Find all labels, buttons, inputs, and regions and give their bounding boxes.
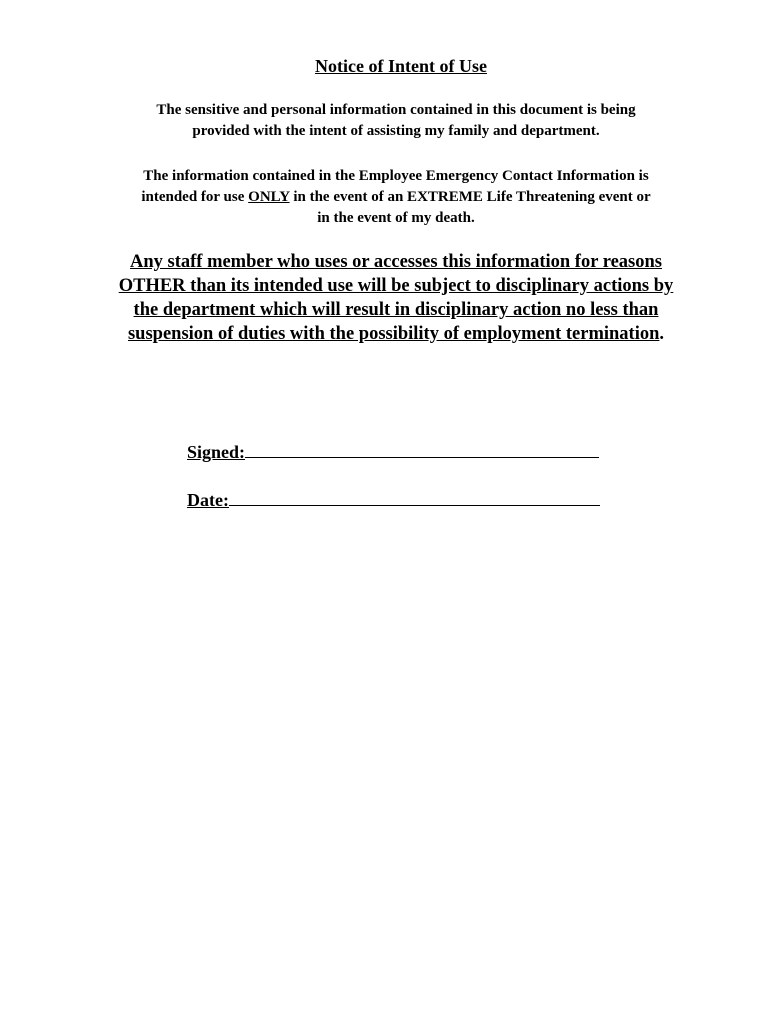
warning-line-4	[0, 322, 770, 346]
signed-line[interactable]	[245, 440, 599, 458]
usage-paragraph	[0, 166, 770, 229]
date-line[interactable]	[229, 488, 600, 506]
only-emphasis: ONLY	[248, 189, 290, 205]
signed-field[interactable]	[187, 440, 599, 464]
usage-line-3: in the event of my death.	[317, 210, 475, 226]
warning-line-2-text: OTHER than its intended use will be subject to disciplinary actions by	[118, 276, 674, 296]
warning-line-1	[0, 250, 770, 274]
document-title: Notice of Intent of Use	[315, 56, 487, 76]
warning-line-3	[0, 298, 770, 322]
usage-line-2-start: intended for use	[141, 189, 249, 205]
warning-line-1-text: Any staff member who uses or accesses this information for reasons	[129, 252, 662, 272]
intro-line-2: provided with the intent of assisting my family and department.	[192, 123, 600, 139]
warning-line-2	[0, 274, 770, 298]
intro-line-1: The sensitive and personal information contained in this document is being	[156, 102, 636, 118]
usage-line-1: The information contained in the Employee Emergency Contact Information is	[143, 168, 649, 184]
date-field[interactable]	[187, 488, 600, 512]
intro-paragraph	[0, 100, 770, 142]
warning-line-3-text: the department which will result in disciplinary action no less than	[133, 300, 659, 320]
warning-period: .	[659, 324, 665, 344]
usage-line-2-end: in the event of an EXTREME Life Threatening event or	[289, 189, 651, 205]
date-label: Date:	[187, 490, 229, 510]
warning-paragraph	[0, 250, 770, 346]
usage-line-2	[0, 187, 770, 208]
warning-line-4-text: suspension of duties with the possibility of employment termination	[127, 324, 660, 344]
signed-label: Signed:	[187, 442, 246, 462]
